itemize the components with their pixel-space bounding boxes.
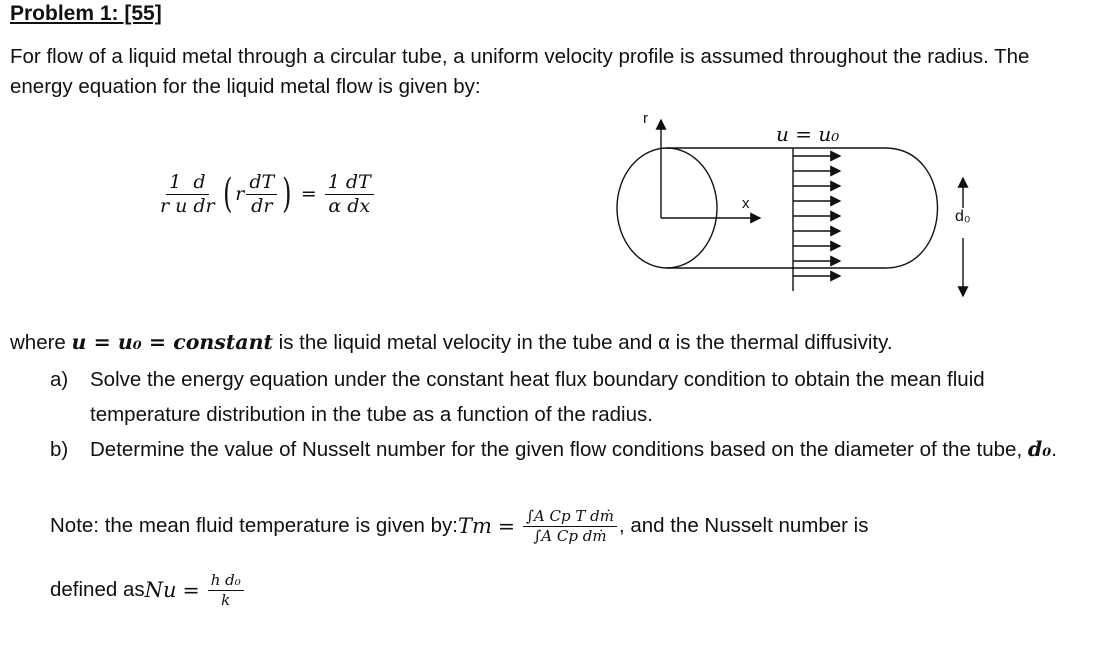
- right-paren: ): [282, 171, 292, 218]
- nu-den: k: [221, 590, 231, 609]
- inner-num: dT: [246, 172, 277, 195]
- outer-num-1: 1: [169, 171, 182, 193]
- x-axis-label: x: [742, 195, 750, 212]
- note-prefix: Note: the mean fluid temperature is given by:: [50, 514, 458, 537]
- nu-fraction: [208, 572, 244, 608]
- equals-sign: =: [300, 183, 317, 206]
- item-after: .: [1051, 438, 1057, 461]
- rhs-fraction: [325, 172, 374, 217]
- where-prefix: where: [10, 331, 72, 354]
- velocity-arrows: [793, 156, 840, 276]
- problem-title: Problem 1: [55]: [10, 2, 162, 25]
- energy-equation: [155, 172, 376, 217]
- nu-equals: =: [182, 578, 200, 602]
- inner-den: dr: [251, 194, 273, 217]
- item-math: d₀: [1027, 437, 1052, 461]
- nu-num: h d₀: [208, 572, 244, 591]
- inner-fraction: [246, 172, 277, 217]
- intro-paragraph: For flow of a liquid metal through a circular tube, a uniform velocity profile is assumed throughout the radius. The energy equation for the liquid metal flow is given by:: [10, 45, 1030, 98]
- tube-left-ellipse: [617, 148, 717, 268]
- inner-r: r: [235, 183, 245, 206]
- list-item: [50, 362, 1060, 432]
- tm-num: ∫A Cp T dṁ: [523, 508, 617, 527]
- note-middle: , and the Nusselt number is: [618, 514, 869, 537]
- where-math: u = u₀ = constant: [71, 330, 273, 354]
- item-text: Determine the value of Nusselt number for the given flow conditions based on the diameter of the tube,: [90, 438, 1028, 461]
- outer-den: r u dr: [160, 194, 215, 217]
- left-paren: (: [222, 171, 233, 218]
- question-list: [50, 362, 1060, 467]
- list-marker: b): [50, 438, 69, 461]
- where-suffix: is the liquid metal velocity in the tube and α is the thermal diffusivity.: [272, 331, 893, 354]
- tm-equals: =: [497, 514, 516, 538]
- item-text: Solve the energy equation under the constant heat flux boundary condition to obtain the mean fluid temperature distribution in the tube as a function of the radius.: [90, 368, 985, 426]
- note-line-2: [50, 572, 246, 608]
- list-marker: a): [50, 368, 69, 391]
- note-line-1: [50, 508, 1060, 544]
- outer-fraction: [157, 172, 218, 217]
- nu-symbol: Nu: [144, 578, 177, 602]
- tm-symbol: Tm: [457, 514, 492, 538]
- outer-num-d: d: [193, 171, 206, 193]
- velocity-label: u = u₀: [776, 122, 840, 146]
- tm-fraction: [523, 508, 617, 544]
- list-item: [50, 432, 1060, 467]
- where-line: [10, 327, 1090, 358]
- tube-right-arc: [885, 148, 938, 268]
- rhs-num: 1 dT: [325, 172, 374, 195]
- tm-den: ∫A Cp dṁ: [533, 526, 607, 545]
- rhs-den: α dx: [328, 194, 371, 217]
- note-defined: defined as: [50, 578, 145, 601]
- diameter-label: d₀: [955, 208, 971, 225]
- r-axis-label: r: [643, 110, 648, 127]
